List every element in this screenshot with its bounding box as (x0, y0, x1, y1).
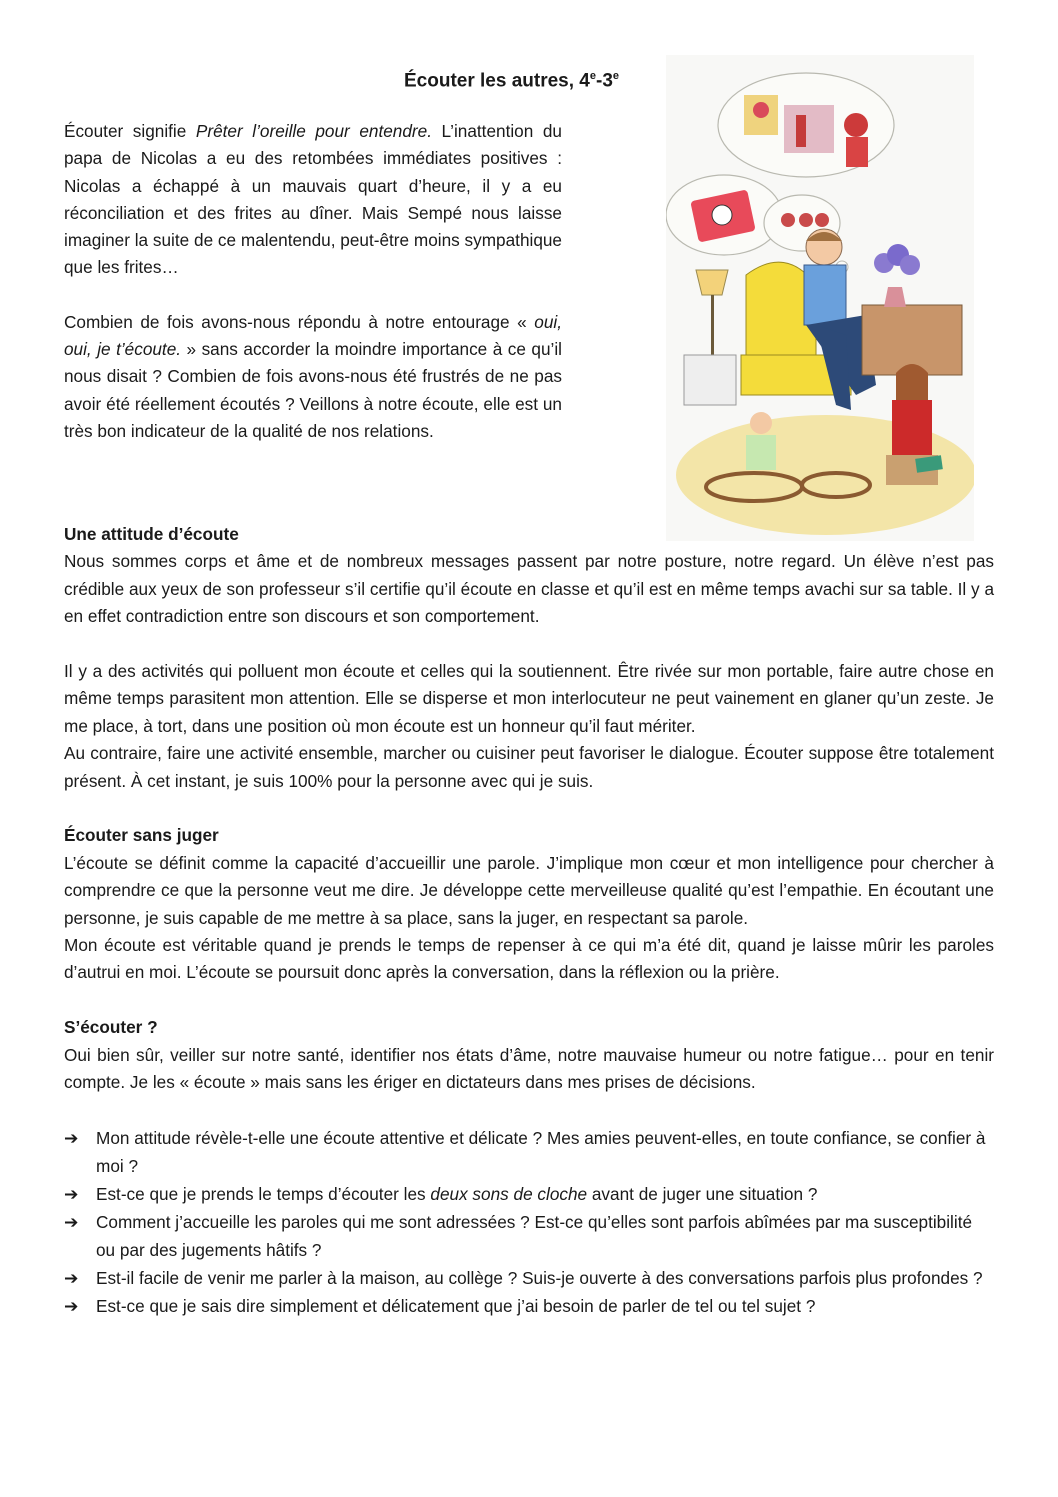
section-heading-s-ecouter: S’écouter ? (64, 1017, 158, 1038)
arrow-icon: ➔ (64, 1183, 79, 1204)
main-text (64, 521, 994, 1320)
paragraph: Il y a des activités qui polluent mon écoute et celles qui la soutiennent. Être rivée sur mon portable, faire autre chose en même temps parasitent mon attention. Elle se disperse et mon interlocuteur ne peut vainement en glaner qu’un zeste. Je me place, à tort, dans une position où mon écoute est un honneur qu’il faut mériter. (64, 661, 994, 736)
paragraph: L’écoute se définit comme la capacité d’accueillir une parole. J’implique mon cœur et mon intelligence pour chercher à comprendre ce que la personne veut me dire. Je développe cette merveilleuse qualité qu’est l’empathie. En écoutant une personne, je suis capable de me mettre à sa place, sans la juger, en respectant sa parole. (64, 852, 994, 928)
intro-paragraph-1: Écouter signifie Prêter l’oreille pour entendre. L’inattention du papa de Nicolas a eu des retombées immédiates positives : Nicolas a échappé à un mauvais quart d’heure, il y a eu réconciliation et des frites au dîner. Mais Sempé nous laisse imaginer la suite de ce malentendu, peut-être moins sympathique que les frites… (64, 121, 562, 278)
paragraph: Mon écoute est véritable quand je prends le temps de repenser à ce qui m’a été dit, quand je laisse mûrir les paroles d’autrui en moi. L’écoute se poursuit donc après la conversation, dans la réflexion ou la prière. (64, 935, 994, 983)
section-heading-sans-juger: Écouter sans juger (64, 825, 219, 846)
arrow-icon: ➔ (64, 1127, 79, 1148)
page-title: Écouter les autres, 4e-3e (404, 70, 620, 92)
intro-paragraph-2: Combien de fois avons-nous répondu à notre entourage « oui, oui, je t’écoute. » sans accorder la moindre importance à ce qu’il nous disait ? Combien de fois avons-nous été frustrés de ne pas avoir été réellement écoutés ? Veillons à notre écoute, elle est un très bon indicateur de la qualité de nos relations. (64, 311, 562, 441)
list-item: ➔ Mon attitude révèle-t-elle une écoute attentive et délicate ? Mes amies peuvent-elles, en toute confiance, se confier à moi ? (64, 1124, 994, 1180)
family-listening-illustration (666, 55, 974, 541)
paragraph: Oui bien sûr, veiller sur notre santé, identifier nos états d’âme, notre mauvaise humeur ou notre fatigue… pour en tenir compte. Je les « écoute » mais sans les ériger en dictateurs dans mes prises de décisions. (64, 1044, 994, 1093)
section-heading-attitude: Une attitude d’écoute (64, 524, 239, 544)
intro-text (64, 118, 562, 445)
paragraph: Au contraire, faire une activité ensemble, marcher ou cuisiner peut favoriser le dialogue. Écouter suppose être totalement présent. À cet instant, je suis 100% pour la personne avec qui je suis. (64, 743, 994, 791)
question-list (64, 1124, 994, 1320)
arrow-icon: ➔ (64, 1267, 79, 1288)
list-item: ➔ Est-il facile de venir me parler à la maison, au collège ? Suis-je ouverte à des conversations parfois plus profondes ? (64, 1264, 994, 1292)
arrow-icon: ➔ (64, 1211, 79, 1232)
list-item: ➔ Comment j’accueille les paroles qui me sont adressées ? Est-ce qu’elles sont parfois abîmées par ma susceptibilité ou par des jugements hâtifs ? (64, 1208, 994, 1264)
list-item: ➔ Est-ce que je sais dire simplement et délicatement que j’ai besoin de parler de tel ou tel sujet ? (64, 1292, 994, 1320)
list-item: ➔ Est-ce que je prends le temps d’écouter les deux sons de cloche avant de juger une situation ? (64, 1180, 994, 1208)
arrow-icon: ➔ (64, 1295, 79, 1316)
paragraph: Nous sommes corps et âme et de nombreux messages passent par notre posture, notre regard. Un élève n’est pas crédible aux yeux de son professeur s’il certifie qu’il écoute en classe et qu’il est en même temps avachi sur sa table. Il y a en effet contradiction entre son discours et son comportement. (64, 551, 994, 627)
